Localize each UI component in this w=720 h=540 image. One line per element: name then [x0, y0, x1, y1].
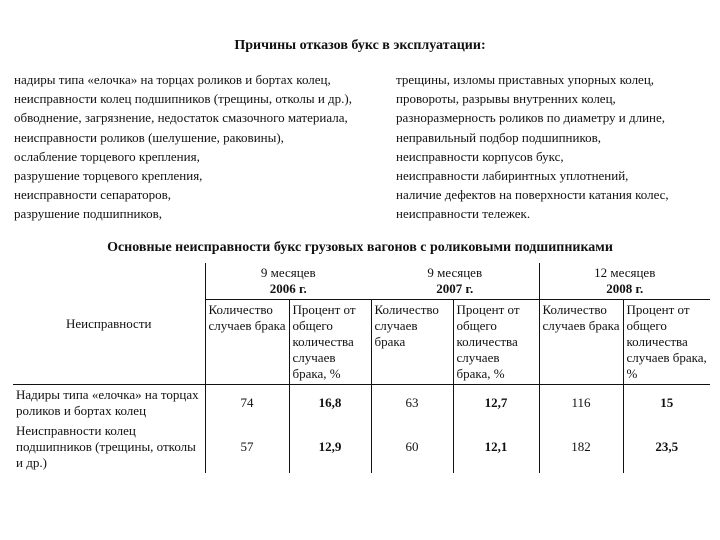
- cell-count: 63: [371, 385, 453, 422]
- period-year: 2007 г.: [436, 281, 474, 296]
- table-row: [13, 385, 710, 422]
- table-header-row: [13, 263, 710, 300]
- cause-item: разрушение торцевого крепления,: [14, 167, 203, 183]
- period-months: 12 месяцев: [594, 265, 656, 280]
- cell-percent: 23,5: [623, 421, 710, 473]
- cause-item: трещины, изломы приставных упорных колец,: [396, 72, 655, 87]
- cause-item: провороты, разрывы внутренних колец,: [396, 91, 616, 107]
- causes-left-list: [14, 70, 352, 224]
- row-defect: Надиры типа «елочка» на торцах роликов и бортах колец: [16, 387, 199, 418]
- header-defect: Неисправности: [13, 263, 205, 385]
- subheader-percent: Процент от общего количества случаев брака, %: [289, 300, 371, 385]
- cause-item: неисправности роликов (шелушение, раковины),: [14, 129, 284, 145]
- subheader-count: Количество случаев брака: [539, 300, 623, 385]
- cause-item: обводнение, загрязнение, недостаток смазочного материала,: [14, 110, 348, 126]
- cause-item: неисправности сепараторов,: [14, 187, 172, 203]
- header-period: [205, 263, 371, 300]
- table-title: Основные неисправности букс грузовых вагонов с роликовыми подшипниками: [107, 240, 613, 255]
- cause-item: неисправности колец подшипников (трещины, отколы и др.),: [14, 91, 352, 107]
- header-period: [371, 263, 539, 300]
- period-months: 9 месяцев: [427, 265, 483, 280]
- cause-item: неисправности корпусов букс,: [396, 148, 564, 164]
- subheader-count: Количество случаев брака: [371, 300, 453, 385]
- row-defect: Неисправности колец подшипников (трещины, отколы и др.): [16, 423, 196, 470]
- subheader-percent: Процент от общего количества случаев брака, %: [623, 300, 710, 385]
- period-months: 9 месяцев: [260, 265, 316, 280]
- cell-count: 60: [371, 421, 453, 473]
- cell-count: 116: [539, 385, 623, 422]
- cell-percent: 12,7: [453, 385, 539, 422]
- header-period: [539, 263, 710, 300]
- cell-percent: 16,8: [289, 385, 371, 422]
- cause-item: неправильный подбор подшипников,: [396, 129, 602, 145]
- cause-item: разрушение подшипников,: [14, 206, 163, 222]
- period-year: 2008 г.: [606, 281, 644, 296]
- cell-percent: 12,9: [289, 421, 371, 473]
- subheader-count: Количество случаев брака: [205, 300, 289, 385]
- cause-item: неисправности лабиринтных уплотнений,: [396, 167, 629, 183]
- table-row: [13, 421, 710, 473]
- cell-count: 74: [205, 385, 289, 422]
- cause-item: надиры типа «елочка» на торцах роликов и бортах колец,: [14, 72, 331, 87]
- cause-item: разноразмерность роликов по диаметру и длине,: [396, 110, 666, 126]
- cause-item: неисправности тележек.: [396, 206, 531, 222]
- causes-right-list: [396, 70, 669, 224]
- cause-item: ослабление торцевого крепления,: [14, 148, 200, 164]
- period-year: 2006 г.: [269, 281, 307, 296]
- cell-percent: 15: [623, 385, 710, 422]
- causes-title: Причины отказов букс в эксплуатации:: [234, 38, 486, 53]
- cause-item: наличие дефектов на поверхности катания колес,: [396, 187, 669, 203]
- cell-count: 182: [539, 421, 623, 473]
- subheader-percent: Процент от общего количества случаев брака, %: [453, 300, 539, 385]
- cell-count: 57: [205, 421, 289, 473]
- defects-table: [13, 263, 710, 473]
- cell-percent: 12,1: [453, 421, 539, 473]
